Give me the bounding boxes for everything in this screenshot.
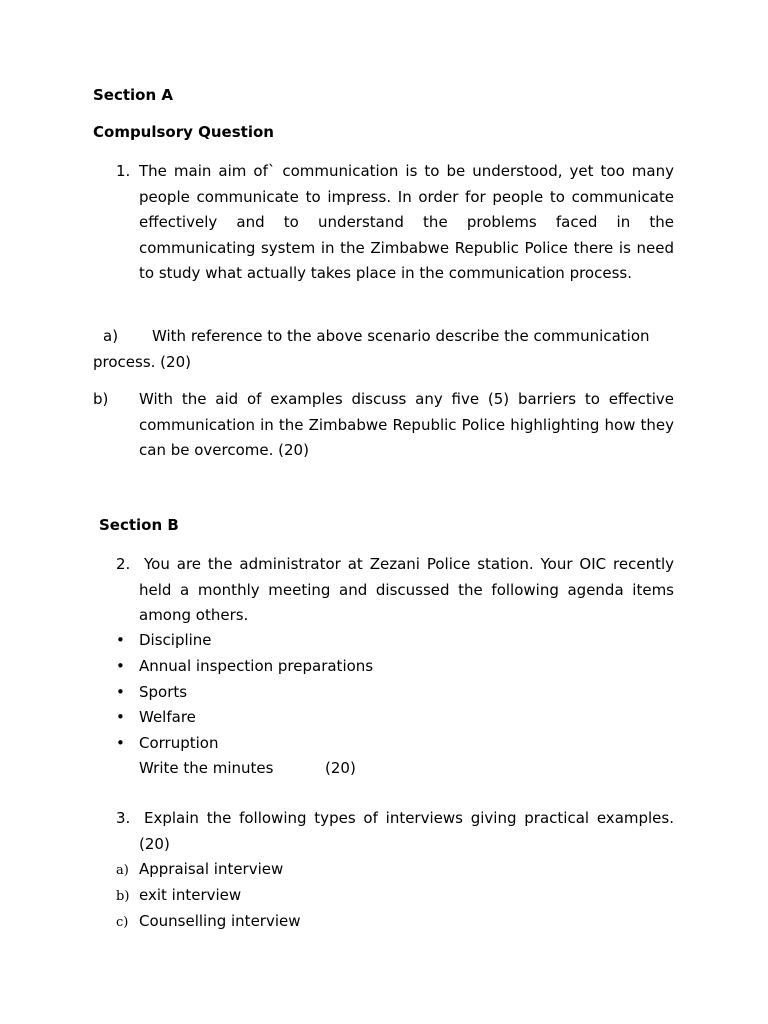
interview-item-b: exit interview	[139, 886, 242, 904]
part-a-text-line1: With reference to the above scenario describe the communication	[152, 327, 650, 345]
agenda-bullet-2: •	[116, 657, 125, 675]
part-a-label: a)	[103, 327, 119, 345]
agenda-item-4: Welfare	[139, 708, 196, 726]
section-a-heading: Section A	[93, 86, 173, 104]
interview-item-c: Counselling interview	[139, 912, 301, 930]
question-3-number: 3.	[116, 809, 131, 827]
agenda-item-3: Sports	[139, 683, 188, 701]
question-2-number: 2.	[116, 555, 131, 573]
part-b-label: b)	[93, 390, 109, 408]
interview-item-a: Appraisal interview	[139, 860, 284, 878]
question-2-text: You are the administrator at Zezani Police station. Your OIC recently held a monthly meeting and discussed the following agenda items among others.	[139, 555, 674, 625]
question-3-text: Explain the following types of interviews giving practical examples. (20)	[139, 809, 674, 853]
agenda-bullet-4: •	[116, 708, 125, 726]
question-2-instruction: Write the minutes	[139, 759, 274, 777]
compulsory-question-heading: Compulsory Question	[93, 123, 274, 141]
interview-label-c: c)	[116, 915, 129, 930]
agenda-bullet-1: •	[116, 631, 125, 649]
part-a-text-line2: process. (20)	[93, 353, 191, 371]
part-b-text: With the aid of examples discuss any five (5) barriers to effective communication in the Zimbabwe Republic Police highlighting how they can be overcome. (20)	[139, 390, 674, 460]
agenda-bullet-3: •	[116, 683, 125, 701]
question-2-marks: (20)	[325, 759, 356, 777]
interview-label-a: a)	[116, 863, 129, 878]
agenda-item-1: Discipline	[139, 631, 212, 649]
agenda-item-5: Corruption	[139, 734, 219, 752]
question-1-number: 1.	[116, 162, 131, 180]
agenda-item-2: Annual inspection preparations	[139, 657, 374, 675]
interview-label-b: b)	[116, 889, 130, 904]
section-b-heading: Section B	[99, 516, 179, 534]
question-1-text: The main aim of` communication is to be understood, yet too many people communicate to impress. In order for people to communicate effectively and to understand the problems faced in the communicating system in the Zimbabwe Republic Police there is need to study what actually takes place in the communication process.	[139, 162, 674, 283]
agenda-bullet-5: •	[116, 734, 125, 752]
